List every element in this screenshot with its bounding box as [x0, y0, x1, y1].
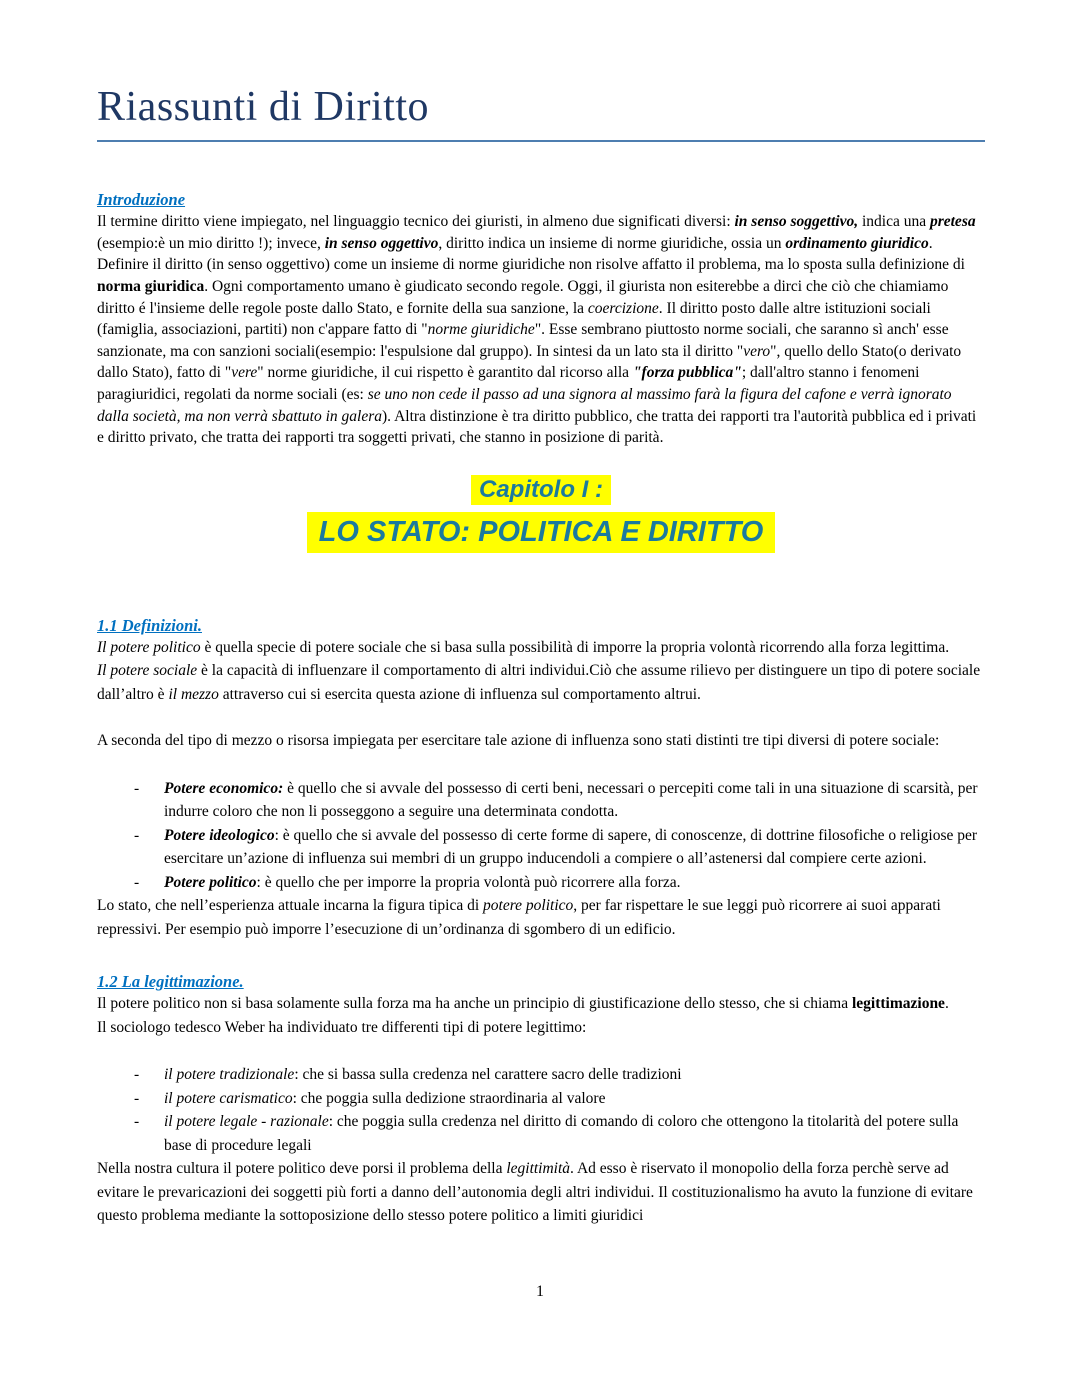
list-item-text: Potere ideologico: è quello che si avvale del possesso di certe forme di sapere, di conoscenze, di dottrine filosofiche o religiose per esercitare un’azione di influenza sui membri di un gruppo inducendoli a compiere o all’astenersi dal compiere certe azioni.: [164, 826, 978, 868]
list-item: [97, 871, 985, 895]
section-heading-definizioni: 1.1 Definizioni.: [97, 615, 202, 635]
section-heading-legittimazione: 1.2 La legittimazione.: [97, 972, 244, 992]
list-item-text: Potere politico: è quello che per imporre la propria volontà può ricorrere alla forza.: [164, 873, 681, 891]
para-nella-cultura: Nella nostra cultura il potere politico deve porsi il problema della legittimità. Ad esso è riservato il monopolio della forza perchè serve ad evitare le prevaricazioni dei soggetti più forti a danno dell’autonomia degli altri individui. Il costituzionalismo ha avuto la funzione di evitare questo problema mediante la sottoposizione dello stesso potere politico a limiti giuridici: [97, 1160, 973, 1225]
poteri-list: [97, 777, 985, 895]
para-potere-politico: Il potere politico è quella specie di potere sociale che si basa sulla possibilità di imporre la propria volontà ricorrendo alla forza legittima.: [97, 638, 950, 656]
page-title: Riassunti di Diritto: [97, 84, 430, 130]
chapter-kicker: Capitolo I :: [471, 475, 611, 505]
list-bullet: -: [134, 826, 140, 844]
list-bullet: -: [134, 779, 140, 797]
list-bullet: -: [134, 1113, 140, 1131]
poteri-legittimi-list: [97, 1063, 985, 1157]
list-bullet: -: [134, 1089, 140, 1107]
list-item: [97, 777, 985, 824]
list-item-text: Potere economico: è quello che si avvale del possesso di certi beni, necessari o percepiti come tali in una situazione di scarsità, per indurre coloro che non li posseggono a seguire una determinata condotta.: [164, 779, 978, 821]
section-legittimazione: [97, 971, 985, 1228]
intro-paragraph: Il termine diritto viene impiegato, nel linguaggio tecnico dei giuristi, in almeno due significati diversi: in senso soggettivo, indica una pretesa (esempio:è un mio diritto !); invece, in senso oggettivo, diritto indica un insieme di norme giuridiche, ossia un ordinamento giuridico. Definire il diritto (in senso oggettivo) come un insieme di norme giuridiche non risolve affatto il problema, ma lo sposta sulla definizione di norma giuridica. Ogni comportamento umano è giudicato secondo regole. Oggi, il giurista non esiterebbe a dirci che ciò che chiamiamo diritto é l'insieme delle regole poste dallo Stato, e fornite della sua sanzione, la coercizione. Il diritto posto dalle altre istituzioni sociali (famiglia, associazioni, partiti) non c'appare fatto di "norme giuridiche". Esse sembrano piuttosto norme sociali, che saranno sì anch' esse sanzionate, ma con sanzioni sociali(esempio: l'espulsione dal gruppo). In sintesi da un lato sta il diritto "vero", quello dello Stato(o derivato dallo Stato), fatto di "vere" norme giuridiche, il cui rispetto è garantito dal ricorso alla "forza pubblica"; dall'altro stanno i fenomeni paragiuridici, regolati da norme sociali (es: se uno non cede il passo ad una signora al massimo farà la figura del cafone e verrà ignorato dalla società, ma non verrà sbattuto in galera). Altra distinzione è tra diritto pubblico, che tratta dei rapporti tra l'autorità pubblica ed i privati e diritto privato, che tratta dei rapporti tra soggetti privati, che stanno in posizione di parità.: [97, 213, 977, 447]
list-item-text: il potere carismatico: che poggia sulla dedizione straordinaria al valore: [164, 1089, 606, 1107]
page-number: 1: [536, 1283, 544, 1300]
list-item: [97, 1110, 985, 1157]
section-definizioni: [97, 615, 985, 942]
list-item-text: il potere legale - razionale: che poggia sulla credenza nel diritto di comando di coloro che ottengono la titolarità del potere sulla base di procedure legali: [164, 1113, 959, 1154]
section-heading-introduzione: Introduzione: [97, 190, 186, 210]
para-weber: Il sociologo tedesco Weber ha individuato tre differenti tipi di potere legittimo:: [97, 1018, 587, 1036]
para-lo-stato: Lo stato, che nell’esperienza attuale incarna la figura tipica di potere politico, per far rispettare le sue leggi può ricorrere ai suoi apparati repressivi. Per esempio può imporre l’esecuzione di un’ordinanza di sgombero di un edificio.: [97, 897, 941, 938]
list-bullet: -: [134, 1066, 140, 1084]
para-potere-forza: Il potere politico non si basa solamente sulla forza ma ha anche un principio di giustificazione dello stesso, che si chiama legittimazione.: [97, 995, 949, 1013]
title-rule: [97, 140, 985, 142]
chapter-title: LO STATO: POLITICA E DIRITTO: [307, 512, 776, 553]
para-a-seconda: A seconda del tipo di mezzo o risorsa impiegata per esercitare tale azione di influenza sono stati distinti tre tipi diversi di potere sociale:: [97, 732, 940, 750]
para-potere-sociale: Il potere sociale è la capacità di influenzare il comportamento di altri individui.Ciò che assume rilievo per distinguere un tipo di potere sociale dall’altro è il mezzo attraverso cui si esercita questa azione di influenza sul comportamento altrui.: [97, 662, 981, 703]
list-item: [97, 824, 985, 871]
section-introduzione: [97, 189, 985, 449]
list-item: [97, 1063, 985, 1087]
chapter-heading-block: [97, 475, 985, 553]
list-item-text: il potere tradizionale: che si bassa sulla credenza nel carattere sacro delle tradizioni: [164, 1066, 682, 1084]
list-item: [97, 1087, 985, 1111]
list-bullet: -: [134, 873, 140, 891]
